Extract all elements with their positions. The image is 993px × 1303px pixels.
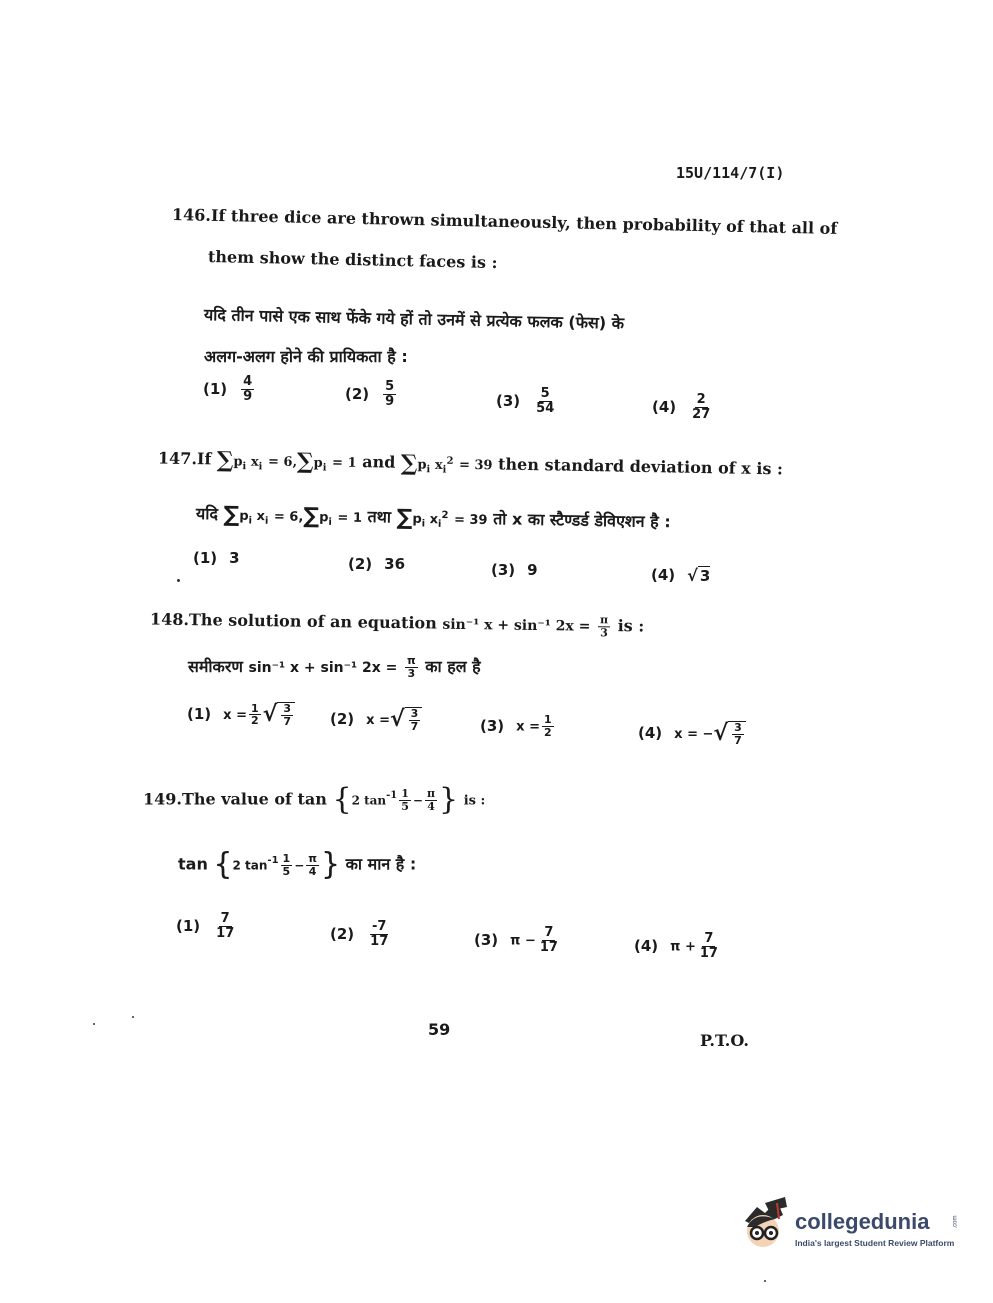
page-number: 59 — [428, 1020, 451, 1039]
question-number: 148. — [149, 609, 190, 630]
question-text-english-cont: them show the distinct faces is : — [207, 247, 498, 273]
square-root: √ $\frac{3}{7}$ — [390, 707, 422, 732]
scan-speck — [177, 579, 180, 582]
square-root: √ $\frac{3}{7}$ — [263, 702, 295, 727]
question-number: 149. — [143, 789, 182, 809]
fraction: $\frac{5}{54}$ — [536, 386, 555, 416]
option-4[interactable]: (4) √ 3 — [651, 565, 711, 585]
option-3[interactable]: (3) π − $\frac{7}{17}$ — [474, 925, 558, 955]
option-1[interactable]: (1) x = $\frac{1}{2}$ √ $\frac{3}{7}$ — [187, 702, 295, 727]
option-2[interactable]: (2) $\frac{-7}{17}$ — [330, 919, 389, 949]
option-2[interactable]: (2) 36 — [348, 555, 406, 573]
question-text-hindi-cont: अलग-अलग होने की प्रायिकता है : — [204, 347, 408, 366]
question-text-hindi: समीकरण — [188, 657, 243, 676]
fraction: $\frac{4}{9}$ — [243, 374, 253, 404]
sigma-symbol: ∑ — [216, 447, 234, 474]
scan-speck — [132, 1016, 134, 1018]
question-text-english: then standard deviation of x is : — [497, 454, 784, 479]
question-number: 146. — [171, 205, 212, 225]
option-3[interactable]: (3) 9 — [491, 561, 538, 579]
option-3[interactable]: (3) $\frac{5}{54}$ — [496, 386, 555, 416]
paper-code: 15U/114/7(I) — [676, 164, 785, 182]
option-1[interactable]: (1) $\frac{4}{9}$ — [203, 374, 253, 404]
question-text-english: The value of tan — [181, 789, 327, 809]
fraction: $\frac{\pi}{3}$ — [598, 614, 610, 638]
option-2[interactable]: (2) $\frac{5}{9}$ — [345, 379, 395, 409]
fraction: $\frac{5}{9}$ — [385, 379, 395, 409]
question-number: 147. — [157, 448, 198, 469]
option-4[interactable]: (4) π + $\frac{7}{17}$ — [634, 931, 718, 961]
option-4[interactable]: (4) $\frac{2}{27}$ — [652, 392, 711, 422]
scan-speck — [764, 1280, 766, 1282]
question-text-hindi: यदि तीन पासे एक साथ फेंके गये हों तो उनमें से प्रत्येक फलक (फेस) के — [203, 305, 625, 333]
question-text-hindi: तो x का स्टैण्डर्ड डेविएशन है : — [492, 509, 671, 532]
question-text-hindi: का मान है : — [345, 854, 417, 874]
option-1[interactable]: (1) $\frac{7}{17}$ — [176, 911, 235, 941]
sigma-symbol: ∑ — [400, 450, 418, 477]
logo-tagline: India's largest Student Review Platform — [795, 1238, 955, 1248]
logo-tld: .com — [952, 1215, 959, 1229]
sigma-symbol: ∑ — [296, 448, 314, 475]
option-4[interactable]: (4) x = − √ $\frac{3}{7}$ — [638, 721, 746, 746]
option-3[interactable]: (3) x = $\frac{1}{2}$ — [480, 713, 552, 739]
fraction: $\frac{2}{27}$ — [692, 392, 711, 422]
question-text-english: If three dice are thrown simultaneously, then probability of that all of — [210, 205, 838, 238]
square-root: √ $\frac{3}{7}$ — [713, 721, 745, 746]
exam-page: 15U/114/7(I) 146.If three dice are thrown simultaneously, then probability of that all of them show the distinct faces is : यदि तीन पासे एक साथ फेंके गये हों तो उनमें से प्रत्येक फलक (फेस) के अलग-अलग होने की प्रायिकता है : (1) $\frac{4}{9}$ (2) $\frac{5}{9}$ (3) $\frac{5}{54}$ (4) $\frac{2}{27}$ 147.If $\sum p_i$ $x_i = 6,\sum p_i = 1$ and $\sum p_i$ $x_i^2 = 39$ then standard deviation of x is : यदि $\sum p_i$ $x_i = 6,\sum p_i = 1$ तथा $\sum p_i$ $x_i^2 = 39$ तो x का स्टैण्डर्ड डेविएशन है : (1) 3 (2) 36 (3) 9 (4) √ 3 148.The solution of an equation sin⁻¹ x + sin⁻¹ 2x = $\frac{\pi}{3}$ is : समीकरण sin⁻¹ x + sin⁻¹ 2x = $\frac{\pi}{3}$ का हल है (1) x = $\frac{1}{2}$ √ $\frac{3}{7}$ (2) x = √ $\frac{3}{7}$ (3) x = $\frac{1}{2}$ (4) x = − √ $\frac{3}{7}$ 149.The value of tan {2 $\tan^{-1}$ $\frac{1}{5}$ − $\frac{\pi}{4}$ } is : tan {2 $\tan^{-1}$ $\frac{1}{5}$ − $\frac{\pi}{4}$ } का मान है : (1) $\frac{7}{17}$ (2) $\frac{-7}{17}$ (3) π − $\frac{7}{17}$ (4) π + $\frac{7}{17}$ 59 P.T.O. collegedunia .com India's largest Student Review Platform — [0, 0, 993, 1303]
mascot-icon — [735, 1197, 793, 1259]
question-text-english: The solution of an equation — [188, 610, 437, 633]
scan-speck — [93, 1023, 95, 1025]
option-2[interactable]: (2) x = √ $\frac{3}{7}$ — [330, 707, 422, 732]
logo-brand: collegedunia — [795, 1209, 930, 1234]
square-root: √ 3 — [687, 565, 711, 585]
option-1[interactable]: (1) 3 — [193, 549, 240, 567]
collegedunia-logo[interactable] — [735, 1195, 965, 1265]
pto-label: P.T.O. — [700, 1031, 749, 1050]
